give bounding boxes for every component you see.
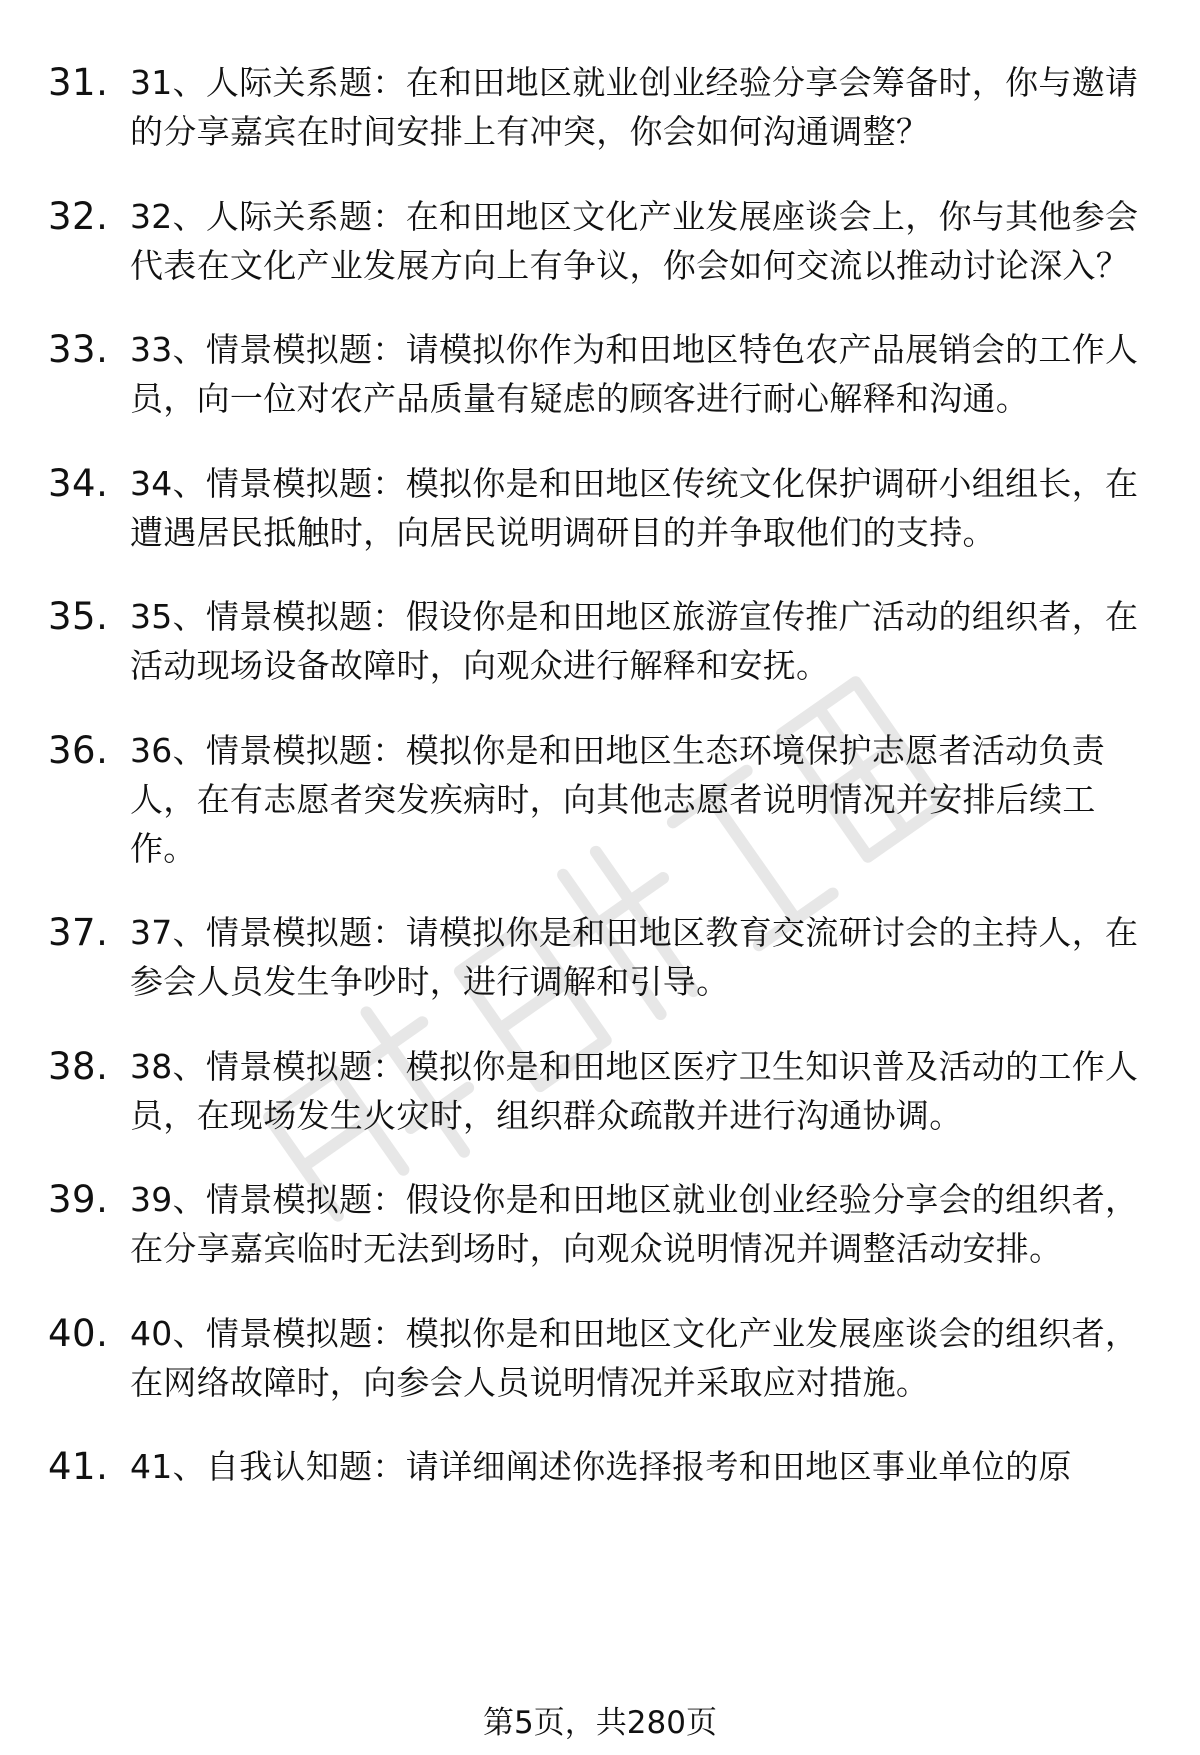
question-item	[48, 58, 1158, 156]
question-item	[48, 1442, 1158, 1491]
question-text: 33、情景模拟题：请模拟你作为和田地区特色农产品展销会的工作人员，向一位对农产品质量有疑虑的顾客进行耐心解释和沟通。	[130, 330, 1139, 418]
question-item	[48, 1309, 1158, 1407]
question-item	[48, 192, 1158, 290]
question-text: 32、人际关系题：在和田地区文化产业发展座谈会上，你与其他参会代表在文化产业发展方向上有争议，你会如何交流以推动讨论深入？	[130, 196, 1139, 285]
question-text: 41、自我认知题：请详细阐述你选择报考和田地区事业单位的原	[130, 1447, 1072, 1486]
question-number: 38.	[48, 1044, 109, 1088]
question-number: 32.	[48, 194, 109, 238]
question-text: 34、情景模拟题：模拟你是和田地区传统文化保护调研小组组长，在遭遇居民抵触时，向居民说明调研目的并争取他们的支持。	[130, 463, 1139, 552]
question-item	[48, 592, 1158, 690]
question-number: 41.	[48, 1445, 109, 1488]
question-text: 40、情景模拟题：模拟你是和田地区文化产业发展座谈会的组织者，在网络故障时，向参会人员说明情况并采取应对措施。	[130, 1313, 1139, 1402]
question-number: 35.	[48, 595, 109, 638]
question-number: 39.	[48, 1178, 109, 1221]
page-footer: 第5页，共280页	[483, 1705, 717, 1741]
question-text: 37、情景模拟题：请模拟你是和田地区教育交流研讨会的主持人，在参会人员发生争吵时，进行调解和引导。	[130, 913, 1139, 1001]
question-text: 38、情景模拟题：模拟你是和田地区医疗卫生知识普及活动的工作人员，在现场发生火灾时，组织群众疏散并进行沟通协调。	[130, 1046, 1139, 1135]
question-text: 35、情景模拟题：假设你是和田地区旅游宣传推广活动的组织者，在活动现场设备故障时，向观众进行解释和安抚。	[130, 597, 1139, 685]
question-number: 34.	[48, 461, 109, 505]
question-number: 31.	[48, 61, 109, 104]
question-list	[48, 58, 1158, 1491]
question-number: 40.	[48, 1311, 109, 1355]
question-text: 39、情景模拟题：假设你是和田地区就业创业经验分享会的组织者，在分享嘉宾临时无法到场时，向观众说明情况并调整活动安排。	[130, 1180, 1139, 1268]
question-number: 36.	[48, 728, 109, 772]
question-item	[48, 1042, 1158, 1140]
question-item	[48, 726, 1158, 873]
question-item	[48, 908, 1158, 1006]
question-number: 37.	[48, 911, 109, 954]
question-item	[48, 1175, 1158, 1273]
question-text: 31、人际关系题：在和田地区就业创业经验分享会筹备时，你与邀请的分享嘉宾在时间安排上有冲突，你会如何沟通调整？	[130, 63, 1139, 151]
question-item	[48, 325, 1158, 423]
question-number: 33.	[48, 328, 109, 371]
question-item	[48, 459, 1158, 557]
question-text: 36、情景模拟题：模拟你是和田地区生态环境保护志愿者活动负责人，在有志愿者突发疾病时，向其他志愿者说明情况并安排后续工作。	[130, 730, 1105, 868]
